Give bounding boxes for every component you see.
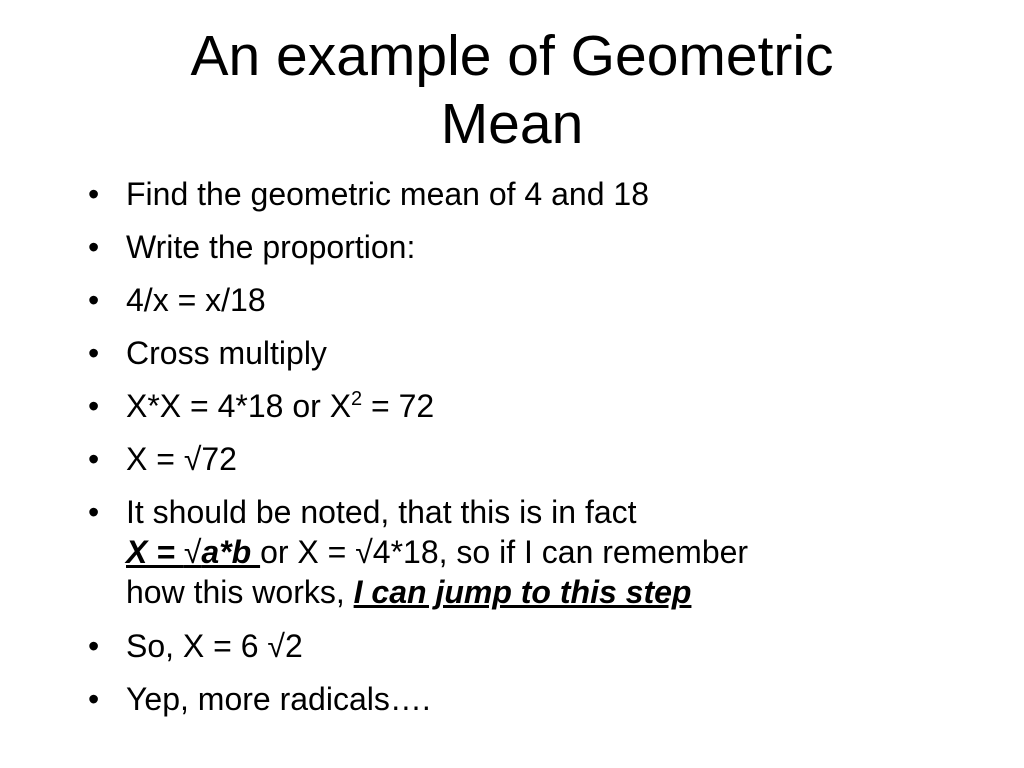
- formula-sqrt-sign: √: [183, 534, 202, 570]
- bullet-text-line-1: It should be noted, that this is in fact: [126, 494, 637, 530]
- emphasis-jump-step: I can jump to this step: [353, 574, 692, 610]
- bullet-text-part: X*X = 4*18 or X: [126, 388, 352, 424]
- bullet-dot-icon: •: [88, 335, 100, 371]
- bullet-text: Yep, more radicals….: [126, 681, 431, 717]
- bullet-text: 4/x = x/18: [126, 282, 266, 318]
- bullet-dot-icon: •: [88, 282, 100, 318]
- bullet-dot-icon: •: [88, 388, 100, 424]
- bullet-text: Cross multiply: [126, 335, 327, 371]
- bullet-dot-icon: •: [88, 681, 100, 717]
- bullet-list: [88, 174, 948, 732]
- slide-title-line-1: An example of Geometric: [190, 24, 834, 88]
- bullet-text: Write the proportion:: [126, 229, 416, 265]
- bullet-dot-icon: •: [88, 441, 100, 477]
- bullet-item: [88, 333, 948, 373]
- bullet-dot-icon: •: [88, 229, 100, 265]
- bullet-text-part: or X = √4*18, so if I can remember: [260, 534, 749, 570]
- bullet-item: [88, 174, 948, 214]
- bullet-dot-icon: •: [88, 176, 100, 212]
- formula-x-equals: X =: [126, 534, 184, 570]
- bullet-text: So, X = 6 √2: [126, 628, 303, 664]
- bullet-text-line-2: [126, 532, 948, 572]
- bullet-text: Find the geometric mean of 4 and 18: [126, 176, 649, 212]
- bullet-text: X = √72: [126, 441, 237, 477]
- bullet-item: [88, 439, 948, 479]
- bullet-item: [88, 280, 948, 320]
- formula-a-times-b: a*b: [201, 534, 261, 570]
- bullet-dot-icon: •: [88, 628, 100, 664]
- bullet-item: [88, 492, 948, 612]
- bullet-text-line-3: [126, 572, 948, 612]
- bullet-item: [88, 679, 948, 719]
- bullet-item: [88, 626, 948, 666]
- slide-title-line-2: Mean: [440, 92, 584, 156]
- superscript-exponent: 2: [351, 388, 363, 410]
- bullet-dot-icon: •: [88, 494, 100, 530]
- bullet-text-part: how this works,: [126, 574, 354, 610]
- slide-title: [100, 22, 924, 158]
- bullet-item: [88, 227, 948, 267]
- bullet-text-part: = 72: [362, 388, 435, 424]
- bullet-item: [88, 386, 948, 426]
